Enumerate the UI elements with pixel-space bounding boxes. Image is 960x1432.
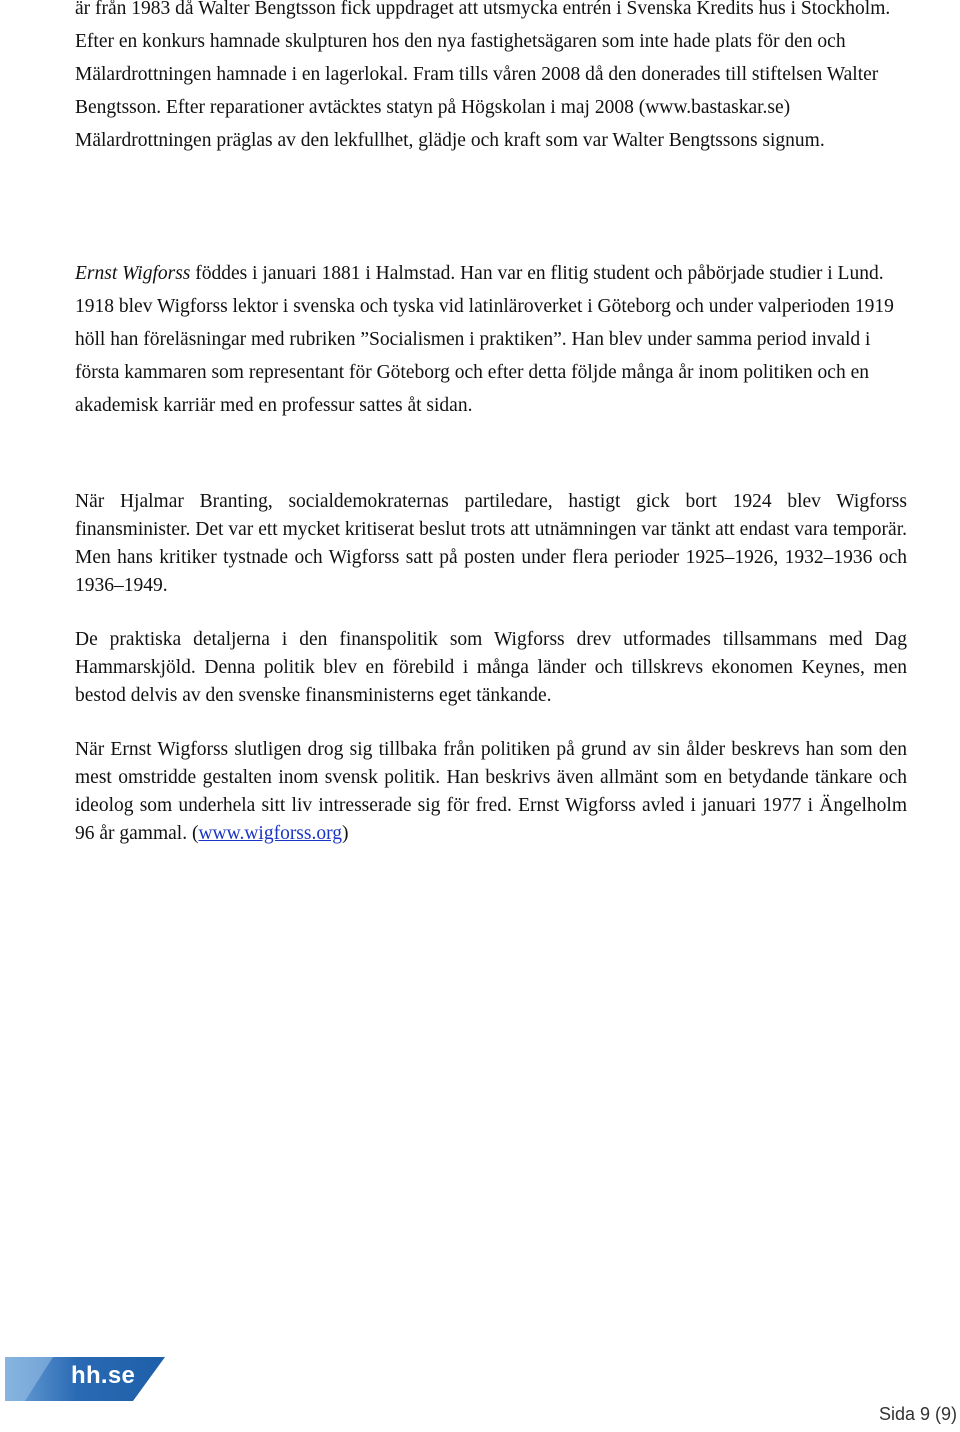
paragraph-text: När Hjalmar Branting, socialdemokraternas partiledare, hastigt gick bort 1924 blev Wigforss finansminister. Det var ett mycket kritiserat beslut trots att utnämningen var tänkt att endast vara temporär. Men hans kritiker tystnade och Wigforss satt på posten under flera perioder 1925–1926, 1932–1936 och 1936–1949.	[75, 491, 907, 596]
paragraph-text: föddes i januari 1881 i Halmstad. Han var en flitig student och påbörjade studier i Lund. 1918 blev Wigforss lektor i svenska och tyska vid latinläroverket i Göteborg och under valperioden 1919 höll han föreläsningar med rubriken ”Socialismen i praktiken”. Han blev under samma period invald i första kammaren som representant för Göteborg och efter detta följde många år inom politiken och en akademisk karriär med en professur sattes åt sidan.	[75, 263, 894, 416]
paragraph-finanspolitik	[75, 626, 907, 710]
logo-text: hh.se	[71, 1362, 136, 1389]
wigforss-link[interactable]: www.wigforss.org	[198, 823, 343, 844]
paragraph-malardrottningen	[75, 0, 907, 157]
paragraph-text: är från 1983 då Walter Bengtsson fick uppdraget att utsmycka entrén i Svenska Kredits hus i Stockholm. Efter en konkurs hamnade skulpturen hos den nya fastighetsägaren som inte hade plats för den och Mälardrottningen hamnade i en lagerlokal. Fram tills våren 2008 då den donerades till stiftelsen Walter Bengtsson. Efter reparationer avtäcktes statyn på Högskolan i maj 2008 (www.bastaskar.se)	[75, 0, 891, 118]
paragraph-text: Mälardrottningen präglas av den lekfullhet, glädje och kraft som var Walter Bengtssons signum.	[75, 130, 825, 151]
person-name: Ernst Wigforss	[75, 263, 191, 284]
paragraph-finansminister	[75, 488, 907, 600]
page-number: Sida 9 (9)	[878, 1404, 957, 1424]
paragraph-wigforss-intro	[75, 257, 907, 422]
paragraph-text: När Ernst Wigforss slutligen drog sig tillbaka från politiken på grund av sin ålder beskrevs han som den mest omstridde gestalten inom svensk politik. Han beskrivs även allmänt som en betydande tänkare och ideolog som underhela sitt liv intresserade sig för fred. Ernst Wigforss avled i januari 1977 i Ängelholm 96 år gammal. (	[75, 739, 907, 844]
paragraph-text: De praktiska detaljerna i den finanspolitik som Wigforss drev utformades tillsammans med Dag Hammarskjöld. Denna politik blev en förebild i många länder och tillskrevs ekonomen Keynes, men bestod delvis av den svenske finansministerns eget tänkande.	[75, 629, 907, 706]
paragraph-text: )	[342, 823, 349, 844]
paragraph-wigforss-end	[75, 736, 907, 848]
